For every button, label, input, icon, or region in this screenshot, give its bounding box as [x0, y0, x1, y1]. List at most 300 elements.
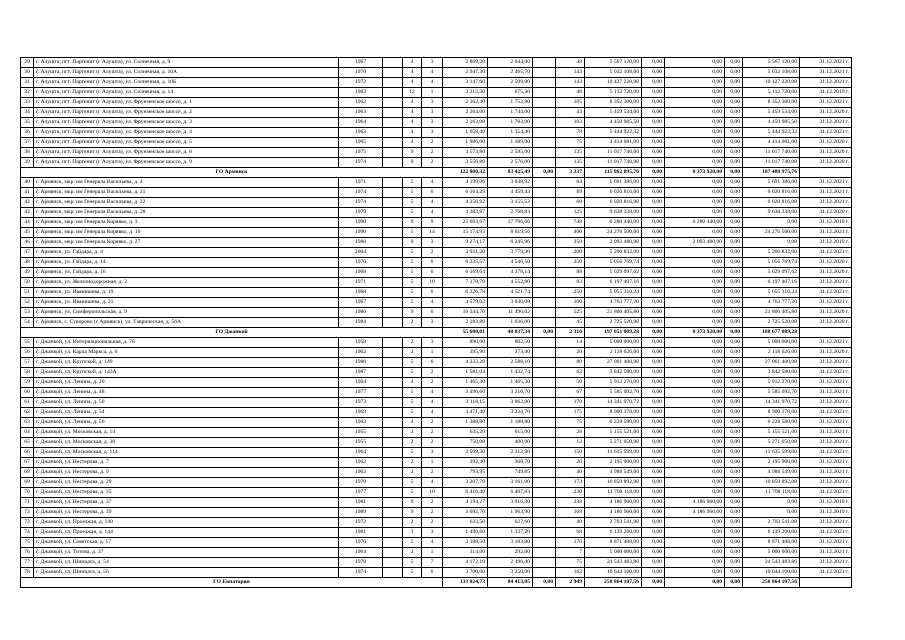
- table-cell: 1 744,00: [488, 108, 533, 118]
- table-cell: 36: [21, 128, 34, 138]
- table-cell: [383, 388, 403, 398]
- table-row: [21, 448, 852, 458]
- table-cell: 24 276 500,00: [743, 228, 800, 238]
- table-cell: [383, 198, 403, 208]
- subtotal-label: ГО Армянск: [21, 168, 443, 178]
- table-cell: 4: [422, 78, 443, 88]
- table-cell: 0,00: [642, 78, 665, 88]
- table-cell: 0,00: [642, 128, 665, 138]
- table-cell: [383, 498, 403, 508]
- table-cell: 31.12.2021 г.: [800, 558, 852, 568]
- table-cell: 0,00: [725, 378, 743, 388]
- table-cell: [383, 438, 403, 448]
- table-cell: г. Джанкой, ул. Ленина, д. 56: [34, 418, 339, 428]
- table-cell: 0,00: [725, 298, 743, 308]
- table-cell: [533, 178, 556, 188]
- table-cell: 0,00: [665, 538, 725, 548]
- table-cell: г. Армянск, мкр. им Генерала Васильева, д. 21: [34, 188, 339, 198]
- table-cell: 0,00: [665, 278, 725, 288]
- housing-register-table: [20, 57, 852, 588]
- table-cell: г. Джанкой, ул. Титова, д. 37: [34, 548, 339, 558]
- table-cell: 1962: [339, 468, 383, 478]
- table-cell: 170: [556, 398, 585, 408]
- table-cell: 0,00: [642, 508, 665, 518]
- table-cell: 21 806 405,80: [585, 308, 642, 318]
- table-cell: 48: [556, 88, 585, 98]
- table-row: [21, 318, 852, 328]
- table-cell: [383, 418, 403, 428]
- table-cell: 4 450 985,50: [585, 118, 642, 128]
- table-cell: 0,00: [725, 548, 743, 558]
- table-cell: 5: [403, 408, 422, 418]
- table-cell: 1990: [339, 218, 383, 228]
- table-row: [21, 518, 852, 528]
- table-cell: 0,00: [725, 358, 743, 368]
- table-cell: 0,00: [642, 218, 665, 228]
- table-cell: 0,00: [725, 88, 743, 98]
- table-cell: 31.12.2021 г.: [800, 528, 852, 538]
- table-cell: 66: [21, 448, 34, 458]
- table-cell: г. Армянск, ул. Гайдара, д. 16: [34, 268, 339, 278]
- table-cell: 750,00: [443, 438, 488, 448]
- table-row: [21, 128, 852, 138]
- table-cell: 31.12.2021 г.: [800, 278, 852, 288]
- table-cell: [383, 558, 403, 568]
- table-cell: 0,00: [665, 348, 725, 358]
- table-cell: 48: [556, 58, 585, 68]
- table-cell: 3 188,50: [443, 538, 488, 548]
- table-cell: 4 546,50: [488, 258, 533, 268]
- table-cell: г. Алушта, пгт. Партенит (г Алушта), ул. Солнечная, д. 10А: [34, 68, 339, 78]
- table-row: [21, 378, 852, 388]
- table-cell: 0,00: [642, 518, 665, 528]
- table-cell: 0,00: [665, 258, 725, 268]
- table-cell: 2: [422, 248, 443, 258]
- table-cell: 5 112 720,00: [585, 88, 642, 98]
- table-cell: 2 118 626,00: [743, 348, 800, 358]
- table-cell: г. Алушта, пгт. Партенит (г Алушта), ул. Фрунзенское шоссе, д. 4: [34, 128, 339, 138]
- subtotal-row: [21, 168, 852, 178]
- table-cell: 2 162,40: [443, 98, 488, 108]
- table-row: [21, 408, 852, 418]
- table-cell: 0,00: [642, 438, 665, 448]
- table-cell: 1968: [339, 288, 383, 298]
- table-cell: 71: [21, 498, 34, 508]
- table-cell: 4: [422, 298, 443, 308]
- table-cell: [383, 398, 403, 408]
- table-cell: [533, 508, 556, 518]
- table-cell: 0,00: [665, 358, 725, 368]
- table-cell: [533, 58, 556, 68]
- table-cell: г. Джанкой, ул. Нестерова, д. 7: [34, 458, 339, 468]
- table-cell: 0,00: [725, 238, 743, 248]
- table-cell: 2: [403, 318, 422, 328]
- table-cell: [533, 468, 556, 478]
- table-cell: 0,00: [725, 368, 743, 378]
- table-cell: 30: [21, 68, 34, 78]
- table-row: [21, 298, 852, 308]
- subtotal-cell: 188 677 089,28: [743, 328, 800, 338]
- subtotal-cell: 258 864 107,56: [585, 578, 642, 588]
- table-cell: 0,00: [743, 218, 800, 228]
- table-cell: [533, 98, 556, 108]
- table-cell: 0,00: [665, 368, 725, 378]
- table-cell: 2: [422, 368, 443, 378]
- subtotal-cell: [800, 168, 852, 178]
- table-cell: 1967: [339, 298, 383, 308]
- table-cell: 4 450 985,50: [743, 118, 800, 128]
- table-cell: 5: [403, 358, 422, 368]
- table-cell: [533, 338, 556, 348]
- table-row: [21, 368, 852, 378]
- table-cell: 7: [422, 558, 443, 568]
- table-cell: 7: [556, 548, 585, 558]
- subtotal-cell: 0,00: [533, 328, 556, 338]
- table-cell: 2 496,40: [488, 558, 533, 568]
- table-cell: 2 093 480,00: [585, 238, 642, 248]
- table-cell: 31.12.2020 г.: [800, 258, 852, 268]
- table-cell: 1970: [339, 68, 383, 78]
- table-cell: 0,00: [665, 378, 725, 388]
- subtotal-cell: 133 024,73: [443, 578, 488, 588]
- table-cell: [383, 548, 403, 558]
- table-cell: г. Джанкой, ул. Советская, д. 17: [34, 538, 339, 548]
- table-cell: 3 931,20: [443, 248, 488, 258]
- table-cell: 1 658,40: [443, 128, 488, 138]
- table-cell: 5 444 922,32: [585, 128, 642, 138]
- table-cell: 62: [21, 408, 34, 418]
- table-cell: 8 352 300,00: [743, 98, 800, 108]
- table-cell: г. Джанкой, ул. Московская, д. 114: [34, 448, 339, 458]
- table-cell: 0,00: [665, 548, 725, 558]
- table-cell: [383, 248, 403, 258]
- table-cell: 8 619,56: [488, 228, 533, 238]
- table-cell: [533, 398, 556, 408]
- table-cell: 4 552,80: [488, 278, 533, 288]
- table-cell: 1977: [339, 388, 383, 398]
- table-cell: г. Джанкой, ул. Нестерова, д. 37: [34, 498, 339, 508]
- table-cell: 1983: [339, 88, 383, 98]
- table-row: [21, 68, 852, 78]
- table-cell: [533, 488, 556, 498]
- table-cell: 3 207,70: [443, 478, 488, 488]
- table-cell: [383, 88, 403, 98]
- table-cell: 4 172,10: [443, 558, 488, 568]
- subtotal-cell: 0,00: [725, 328, 743, 338]
- table-cell: 4: [403, 68, 422, 78]
- table-cell: 615,00: [488, 428, 533, 438]
- table-cell: 31.12.2020 г.: [800, 108, 852, 118]
- subtotal-cell: 83 425,49: [488, 168, 533, 178]
- table-cell: 2: [422, 418, 443, 428]
- table-cell: 0,00: [725, 158, 743, 168]
- table-cell: 11 708 118,00: [743, 488, 800, 498]
- table-cell: 1 388,80: [443, 418, 488, 428]
- table-cell: 3 700,00: [443, 568, 488, 578]
- table-cell: 0,00: [665, 58, 725, 68]
- table-cell: 6 139 260,00: [743, 528, 800, 538]
- table-row: [21, 508, 852, 518]
- subtotal-cell: 107 488 975,76: [743, 168, 800, 178]
- table-cell: 31.12.2021 г.: [800, 178, 852, 188]
- table-cell: 5 029 097,62: [743, 268, 800, 278]
- table-cell: [383, 108, 403, 118]
- table-cell: 10 859 892,00: [585, 478, 642, 488]
- table-cell: 65: [21, 438, 34, 448]
- table-cell: 0,00: [642, 318, 665, 328]
- table-cell: 0,00: [642, 348, 665, 358]
- table-row: [21, 88, 852, 98]
- table-cell: г. Джанкой, ул. Нестерова, д. 29: [34, 478, 339, 488]
- table-cell: [383, 238, 403, 248]
- subtotal-cell: 258 864 107,56: [743, 578, 800, 588]
- table-cell: 2: [422, 378, 443, 388]
- table-row: [21, 268, 852, 278]
- table-cell: г. Алушта, пгт. Партенит (г Алушта), ул. Солнечная, д. 14: [34, 88, 339, 98]
- table-cell: 6 407,83: [488, 488, 533, 498]
- table-cell: 3 030,08: [488, 298, 533, 308]
- table-cell: 6 228 580,00: [743, 418, 800, 428]
- table-cell: 0,00: [642, 528, 665, 538]
- table-cell: 0,00: [725, 508, 743, 518]
- table-cell: 1988: [339, 238, 383, 248]
- table-cell: 0,00: [642, 208, 665, 218]
- table-cell: 5 155 521,00: [743, 428, 800, 438]
- table-cell: 2: [422, 468, 443, 478]
- table-cell: 24 276 500,00: [585, 228, 642, 238]
- table-cell: [533, 378, 556, 388]
- table-cell: 793,95: [443, 468, 488, 478]
- table-cell: г. Джанкой, ул. Карла Маркса, д. 6: [34, 348, 339, 358]
- table-cell: [533, 548, 556, 558]
- table-cell: 0,00: [642, 308, 665, 318]
- table-cell: 31.12.2021 г.: [800, 358, 852, 368]
- table-cell: 32: [21, 88, 34, 98]
- table-cell: 0,00: [743, 508, 800, 518]
- table-cell: 9: [403, 308, 422, 318]
- subtotal-cell: 197 051 009,28: [585, 328, 642, 338]
- table-cell: 47: [21, 248, 34, 258]
- subtotal-cell: 3 337: [556, 168, 585, 178]
- table-cell: 2: [403, 438, 422, 448]
- table-row: [21, 218, 852, 228]
- table-cell: 75: [556, 418, 585, 428]
- table-cell: г. Джанкой, ул. Крупской, д. 149: [34, 358, 339, 368]
- table-cell: 1962: [339, 98, 383, 108]
- table-cell: 83: [556, 278, 585, 288]
- table-cell: 0,00: [665, 118, 725, 128]
- table-cell: 88: [556, 268, 585, 278]
- table-cell: [383, 138, 403, 148]
- table-cell: [533, 118, 556, 128]
- table-cell: 0,00: [665, 68, 725, 78]
- table-cell: 5: [403, 388, 422, 398]
- table-cell: 31.12.2021 г.: [800, 398, 852, 408]
- table-cell: 31.12.2019 г.: [800, 88, 852, 98]
- table-cell: 0,00: [642, 418, 665, 428]
- table-cell: 0,00: [725, 178, 743, 188]
- table-cell: 0,00: [642, 198, 665, 208]
- table-cell: 0,00: [665, 108, 725, 118]
- table-cell: 46: [21, 238, 34, 248]
- table-cell: 4: [403, 98, 422, 108]
- table-cell: 31.12.2019 г.: [800, 218, 852, 228]
- table-cell: 31.12.2021 г.: [800, 438, 852, 448]
- table-cell: 0,00: [642, 428, 665, 438]
- table-cell: 163: [556, 568, 585, 578]
- table-cell: 31.12.2021 г.: [800, 468, 852, 478]
- table-cell: 31.12.2021 г.: [800, 538, 852, 548]
- table-cell: 4 186 960,00: [665, 508, 725, 518]
- table-cell: 4 186 960,00: [585, 508, 642, 518]
- table-cell: 5: [403, 178, 422, 188]
- table-cell: 1 432,74: [488, 368, 533, 378]
- table-cell: 31.12.2021 г.: [800, 448, 852, 458]
- table-cell: 49: [21, 268, 34, 278]
- table-cell: 31.12.2021 г.: [800, 408, 852, 418]
- table-cell: 1972: [339, 78, 383, 88]
- table-cell: [533, 518, 556, 528]
- table-cell: 4 199,06: [443, 178, 488, 188]
- table-cell: 373,40: [488, 348, 533, 358]
- table-cell: [383, 538, 403, 548]
- table-cell: 170: [556, 538, 585, 548]
- table-cell: 4: [403, 78, 422, 88]
- table-cell: 50: [21, 278, 34, 288]
- table-cell: г. Джанкой, ул. Проезжая, д. 140: [34, 518, 339, 528]
- table-cell: 0,00: [665, 428, 725, 438]
- table-cell: 5 055 310,24: [585, 288, 642, 298]
- table-cell: [533, 558, 556, 568]
- table-cell: 31.12.2021 г.: [800, 548, 852, 558]
- table-cell: [533, 458, 556, 468]
- table-cell: 525: [556, 308, 585, 318]
- table-cell: [383, 58, 403, 68]
- table-cell: 0,00: [725, 228, 743, 238]
- table-cell: 8 871 408,00: [585, 538, 642, 548]
- table-cell: [533, 208, 556, 218]
- table-cell: 0,00: [725, 128, 743, 138]
- table-cell: 1969: [339, 408, 383, 418]
- table-cell: 56: [21, 348, 34, 358]
- table-cell: 0,00: [642, 368, 665, 378]
- table-cell: [383, 118, 403, 128]
- table-cell: 31.12.2021 г.: [800, 458, 852, 468]
- table-cell: [533, 568, 556, 578]
- table-cell: 4 521,74: [488, 288, 533, 298]
- table-cell: 1 581,04: [443, 368, 488, 378]
- table-cell: 35: [21, 118, 34, 128]
- table-cell: 633,50: [443, 518, 488, 528]
- table-cell: 11 708 118,00: [585, 488, 642, 498]
- table-cell: [533, 108, 556, 118]
- table-cell: 5: [403, 538, 422, 548]
- table-cell: 67: [21, 458, 34, 468]
- table-cell: 31.12.2020 г.: [800, 148, 852, 158]
- table-cell: г. Армянск, мкр. им Генерала Корявко, д. 27: [34, 238, 339, 248]
- table-cell: 4: [422, 388, 443, 398]
- table-cell: 10 859 892,00: [743, 478, 800, 488]
- table-cell: 2 947,30: [443, 68, 488, 78]
- table-cell: 57: [21, 358, 34, 368]
- table-cell: [383, 258, 403, 268]
- table-cell: 1979: [339, 208, 383, 218]
- table-cell: [383, 408, 403, 418]
- table-cell: 31.12.2021 г.: [800, 298, 852, 308]
- table-cell: 2 118 626,00: [585, 348, 642, 358]
- table-row: [21, 278, 852, 288]
- table-cell: 50: [556, 378, 585, 388]
- table-cell: 0,00: [665, 148, 725, 158]
- table-cell: г. Алушта, пгт. Партенит (г Алушта), ул. Фрунзенское шоссе, д. 8: [34, 148, 339, 158]
- table-row: [21, 418, 852, 428]
- table-cell: 5: [403, 488, 422, 498]
- subtotal-cell: 55 600,01: [443, 328, 488, 338]
- table-cell: 0,00: [642, 58, 665, 68]
- table-cell: 0,00: [642, 358, 665, 368]
- table-cell: 6 020 816,00: [585, 198, 642, 208]
- table-row: [21, 58, 852, 68]
- table-cell: 1974: [339, 198, 383, 208]
- table-cell: 200: [556, 248, 585, 258]
- table-cell: 63: [556, 368, 585, 378]
- table-cell: 6 228 580,00: [585, 418, 642, 428]
- subtotal-cell: 0,00: [642, 578, 665, 588]
- table-cell: 5: [403, 288, 422, 298]
- table-cell: 31.12.2020 г.: [800, 138, 852, 148]
- table-row: [21, 118, 852, 128]
- table-cell: [533, 88, 556, 98]
- table-cell: 2 869,20: [443, 58, 488, 68]
- table-cell: 31.12.2020 г.: [800, 308, 852, 318]
- table-cell: 8 871 408,00: [743, 538, 800, 548]
- table-cell: 5 032 108,00: [585, 68, 642, 78]
- table-cell: 27 061 400,00: [743, 358, 800, 368]
- subtotal-cell: 0,00: [533, 578, 556, 588]
- table-cell: 8 352 300,00: [585, 98, 642, 108]
- table-row: [21, 258, 852, 268]
- table-cell: 1 389,00: [488, 138, 533, 148]
- table-cell: 0,00: [642, 468, 665, 478]
- table-cell: 1 337,20: [488, 528, 533, 538]
- table-cell: 802,50: [488, 338, 533, 348]
- table-cell: 0,00: [725, 448, 743, 458]
- table-cell: [383, 448, 403, 458]
- table-cell: [533, 268, 556, 278]
- table-cell: [383, 288, 403, 298]
- table-cell: [533, 448, 556, 458]
- table-cell: 0,00: [725, 418, 743, 428]
- table-cell: 150: [556, 448, 585, 458]
- table-cell: [533, 298, 556, 308]
- table-cell: г. Армянск, ул. Иванишева, д. 21: [34, 298, 339, 308]
- table-cell: 5: [403, 248, 422, 258]
- table-cell: 1971: [339, 278, 383, 288]
- table-cell: г. Алушта, пгт. Партенит (г Алушта), ул. Фрунзенское шоссе, д. 2: [34, 108, 339, 118]
- table-cell: [533, 228, 556, 238]
- table-cell: 0,00: [725, 118, 743, 128]
- table-row: [21, 78, 852, 88]
- subtotal-cell: 8 373 920,00: [665, 328, 725, 338]
- subtotal-cell: 0,00: [725, 168, 743, 178]
- table-cell: 0,00: [642, 388, 665, 398]
- table-cell: 0,00: [725, 318, 743, 328]
- table-cell: 5: [403, 268, 422, 278]
- table-cell: 0,00: [642, 448, 665, 458]
- table-cell: 1 465,30: [488, 378, 533, 388]
- table-cell: 1 465,30: [443, 378, 488, 388]
- table-row: [21, 348, 852, 358]
